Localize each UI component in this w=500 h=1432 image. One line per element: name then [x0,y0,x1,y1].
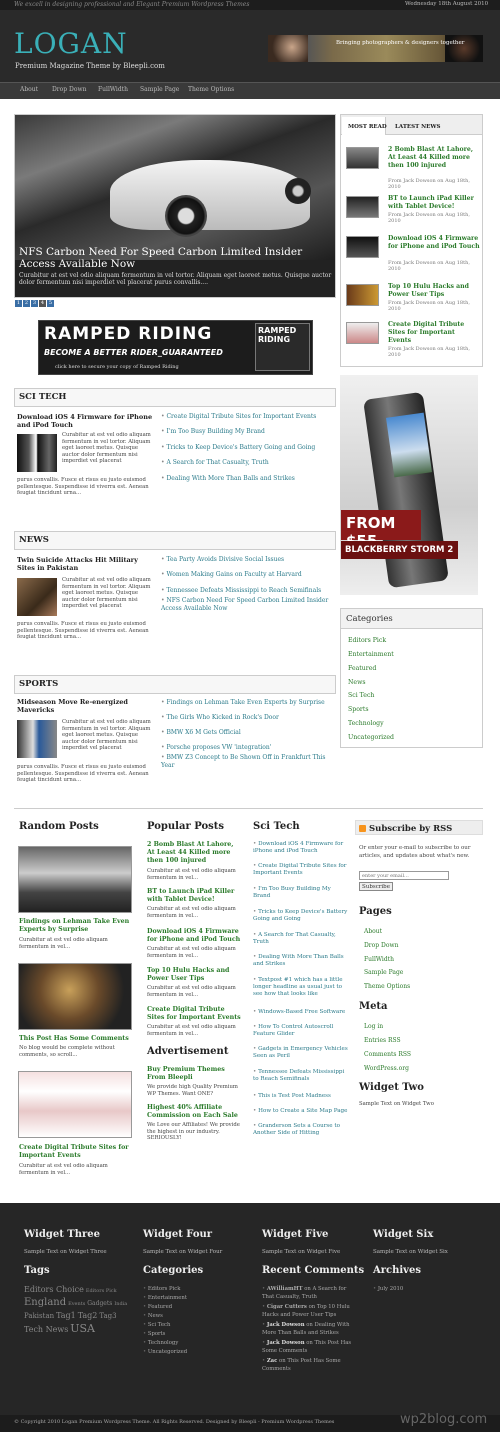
random-post-title[interactable]: Findings on Lehman Take Even Experts by Surprise [19,918,130,933]
category-link[interactable]: Uncategorized [348,734,395,741]
recent-comments-list [262,1285,357,1375]
categories-widget [340,608,483,748]
random-post-text: Curabitur at est vel odio aliquam fermentum in vel... [19,937,108,950]
nav-item-fullwidth[interactable]: FullWidth [98,86,128,93]
comment-on: on [306,1304,317,1310]
categories-title: Categories [346,614,393,624]
section-title: NEWS [19,535,49,545]
page-link[interactable]: FullWidth [364,956,394,963]
widget-three-text: Sample Text on Widget Three [24,1249,107,1255]
section-post-text: Curabitur at est vel odio aliquam fermentum in vel tortor. Aliquam eget laoreet metus. Quisque auctor dolor fermentum nisi imperdiet vel placerat [62,577,151,609]
footer-categories-list [143,1285,243,1357]
section-link[interactable]: • Women Making Gains on Faculty at Harvard [161,571,336,579]
date-text: Wednesday 18th August 2010 [405,1,489,7]
rss-title: Subscribe by RSS [369,824,453,834]
category-link[interactable]: Editors Pick [348,637,387,644]
tab-item-title[interactable]: 2 Bomb Blast At Lahore, At Least 44 Killed more then 100 injured [388,146,473,169]
ad-price: FROM [341,510,421,540]
tag-link[interactable]: Tag1 [56,1311,76,1320]
ad-slogan: BECOME A BETTER RIDER_GUARANTEED [44,348,223,357]
sci-tech-link[interactable]: • Tricks to Keep Device's Battery Going and Going [253,909,348,923]
archives-title: Archives [373,1265,421,1276]
section-link[interactable]: • Create Digital Tribute Sites for Important Events [161,413,336,421]
widget-six-title: Widget Six [373,1229,434,1240]
comment-post[interactable]: Dealing With More Than Balls and Strikes [262,1322,350,1336]
advertisement-title: Advertisement [147,1046,229,1057]
section-post-text-cont: purus convallis. Fusce et risus eu justo euismod pellentesque. Suspendisse id viverra est. Aenean feugiat tincidunt urna... [17,477,149,496]
sci-tech-link[interactable]: • Dealing With More Than Balls and Strikes [253,954,348,968]
section-post-image[interactable] [17,434,57,472]
random-post-text: No blog would be complete without comments, so scroll... [19,1045,115,1058]
section-link[interactable]: • Tricks to Keep Device's Battery Going and Going [161,444,336,452]
tag-link[interactable]: India [114,1301,128,1307]
meta-link[interactable]: WordPress.org [364,1065,409,1072]
ad-post-text: We Love our Affiliates! We provide the highest in our industry. SERIOUSLY! [147,1122,240,1141]
section-link[interactable]: • Findings on Lehman Take Even Experts by Surprise [161,699,336,707]
ad-box-title: RAMPED RIDING [258,326,297,344]
ad-post-text: We provide high Quality Premium WP Themes. Want ONE? [147,1084,238,1097]
category-link[interactable]: Sports [348,706,369,713]
comment-post[interactable]: This Post Has Some Comments [262,1358,341,1372]
popular-post-title[interactable]: BT to Launch iPad Killer with Tablet Device! [147,888,235,903]
sci-tech-link[interactable]: • A Search for That Casualty, Truth [253,932,348,946]
featured-excerpt: Curabitur at est vel odio aliquam fermentum in vel tortor. Aliquam eget laoreet metus. Quisque auctor dolor fermentum nisi imperdiet vel placerat purus convallis.... [19,272,332,286]
widget-six-text: Sample Text on Widget Six [373,1249,448,1255]
tag-link[interactable]: Tag3 [99,1312,117,1320]
slider-page-5[interactable]: 5 [48,300,53,306]
section-link[interactable]: • A Search for That Casualty, Truth [161,459,336,467]
section-post-title[interactable]: Download iOS 4 Firmware for iPhone and iPod Touch [17,413,153,429]
comment-author[interactable]: Zac [266,1358,278,1364]
tab-item-thumb[interactable] [346,196,379,218]
category-link[interactable]: News [348,679,366,686]
tab-item-title[interactable]: Create Digital Tribute Sites for Important Events [388,321,465,344]
comment-post[interactable]: This Post Has Some Comments [262,1340,352,1354]
tag-link[interactable]: Editors Pick [85,1288,117,1294]
footer-category-link[interactable]: • News [143,1312,243,1321]
widget-two-title: Widget Two [359,1082,424,1093]
sci-tech-link[interactable]: • This is Test Post Madness [253,1093,348,1100]
footer-category-link[interactable]: • Entertainment [143,1294,243,1303]
widget-three-title: Widget Three [24,1229,101,1240]
tag-link[interactable]: Editors Choice [24,1285,84,1294]
tab-item-thumb[interactable] [346,284,379,306]
tab-item-meta: From Jack Dowson on Aug 18th, 2010 [388,178,470,190]
comment-post[interactable]: A Search for That Casualty, Truth [262,1286,347,1300]
copyright-text: © Copyright 2010 Logan Premium Wordpress Theme. All Rights Reserved. Designed by Bleepli - Premium Wordpress Themes [14,1419,335,1425]
page-link[interactable]: Theme Options [364,983,411,990]
widget-two-text: Sample Text on Widget Two [359,1101,434,1107]
random-posts-title: Random Posts [19,821,99,832]
footer-category-link[interactable]: • Sports [143,1330,243,1339]
section-link[interactable]: • I'm Too Busy Building My Brand [161,428,336,436]
footer-category-link[interactable]: • Uncategorized [143,1348,243,1357]
section-post-image[interactable] [17,578,57,616]
car-wheel-rear [285,178,311,204]
section-link[interactable]: • Dealing With More Than Balls and Strikes [161,475,336,483]
subscribe-button[interactable]: Subscribe [359,882,393,891]
nav-item-drop-down[interactable]: Drop Down [52,86,87,93]
section-post-text: Curabitur at est vel odio aliquam fermentum in vel tortor. Aliquam eget laoreet metus. Quisque auctor dolor fermentum nisi imperdiet vel placerat [62,719,151,751]
site-subtitle: Premium Magazine Theme by Bleepli.com [15,62,165,70]
sci-tech-link[interactable]: • Tennessee Defeats Mississippi to Reach Semifinals [253,1069,348,1083]
footer-category-link[interactable]: • Editors Pick [143,1285,243,1294]
tag-link[interactable]: Tag2 [77,1311,98,1320]
slider-page-1[interactable]: 1 [16,300,21,306]
recent-comment [262,1321,357,1337]
banner-photo-left [268,35,308,62]
popular-post-text: Curabitur at est vel odio aliquam fermentum in vel... [147,906,236,919]
site-logo[interactable]: LOGAN [14,27,128,60]
ad-post-title[interactable]: Highest 40% Affiliate Commission on Each Sale [147,1104,238,1119]
comment-on: on [277,1358,288,1364]
sci-tech-link[interactable]: • Gadgets in Emergency Vehicles Seen as Peril [253,1046,348,1060]
section-title: SPORTS [19,679,59,689]
section-link[interactable]: • The Girls Who Kicked in Rock's Door [161,714,336,722]
comment-on: on [304,1340,315,1346]
section-link[interactable]: • BMW X6 M Gets Official [161,729,336,737]
meta-link[interactable]: Comments RSS [364,1051,412,1058]
section-post-text-cont: purus convallis. Fusce et risus eu justo euismod pellentesque. Suspendisse id viverra est. Aenean feugiat tincidunt urna... [17,764,149,783]
recent-comment [262,1339,357,1355]
page-link[interactable]: About [364,928,383,935]
popular-post-text: Curabitur at est vel odio aliquam fermentum in vel... [147,868,236,881]
meta-link[interactable]: Entries RSS [364,1037,401,1044]
comment-post[interactable]: Top 10 Hulu Hacks and Power User Tips [262,1304,350,1318]
random-post-image[interactable] [18,1071,132,1138]
tag-link[interactable]: USA [70,1322,95,1335]
sci-tech-title: Sci Tech [253,821,300,832]
random-post-image[interactable] [18,963,132,1030]
comment-on: on [304,1322,315,1328]
category-link[interactable]: Technology [348,720,384,727]
sci-tech-link[interactable]: • How To Control Autoscroll Feature Glider [253,1024,348,1038]
recent-comment [262,1285,357,1301]
ad-product-name: BLACKBERRY STORM 2 [341,541,458,559]
tag-link[interactable]: Events [68,1301,86,1307]
popular-post-title[interactable]: Top 10 Hulu Hacks and Power User Tips [147,967,230,982]
comment-author[interactable]: Jack Dowson [266,1340,305,1346]
tab-item-title[interactable]: BT to Launch iPad Killer with Tablet Device! [388,195,474,210]
tab-most-read[interactable]: MOST READ [348,124,387,130]
email-input[interactable] [359,871,449,880]
tab-item-meta: From Jack Dowson on Aug 18th, 2010 [388,260,470,272]
tag-link[interactable]: Tech News [24,1325,69,1334]
tag-cloud [24,1284,134,1337]
section-link[interactable]: • Tennessee Defeats Mississippi to Reach Semifinals [161,587,336,595]
tab-latest-news[interactable]: LATEST NEWS [395,124,441,130]
sci-tech-link[interactable]: • How to Create a Site Map Page [253,1108,348,1115]
popular-post-text: Curabitur at est vel odio aliquam fermentum in vel... [147,946,236,959]
section-link[interactable]: • Tea Party Avoids Divisive Social Issues [161,556,336,564]
meta-link[interactable]: Log in [364,1023,384,1030]
widget-four-text: Sample Text on Widget Four [143,1249,223,1255]
recent-comment [262,1303,357,1319]
section-post-text-cont: purus convallis. Fusce et risus eu justo euismod pellentesque. Suspendisse id viverra est. Aenean feugiat tincidunt urna... [17,621,149,640]
tab-item-meta: From Jack Dowson on Aug 18th, 2010 [388,212,470,224]
nav-item-sample-page[interactable]: Sample Page [140,86,180,93]
rss-text: Or enter your e-mail to subscribe to our articles, and updates about what's new. [359,845,471,859]
ad-post-title[interactable]: Buy Premium Themes From Bleepli [147,1066,225,1081]
tab-item-meta: From Jack Dowson on Aug 18th, 2010 [388,346,470,358]
section-link[interactable]: • NFS Carbon Need For Speed Carbon Limited Insider Access Available Now [161,597,336,612]
comment-author[interactable]: Jack Dowson [266,1322,305,1328]
popular-post-title[interactable]: 2 Bomb Blast At Lahore, At Least 44 Killed more then 100 injured [147,841,234,864]
tab-item-thumb[interactable] [346,322,379,344]
tab-item-thumb[interactable] [346,147,379,169]
nav-item-theme-options[interactable]: Theme Options [188,86,235,93]
sci-tech-link[interactable]: • Create Digital Tribute Sites for Important Events [253,863,348,877]
banner-text: Bringing photographers & designers together [336,40,465,46]
popular-post-text: Curabitur at est vel odio aliquam fermentum in vel... [147,1024,236,1037]
footer-category-link[interactable]: • Sci Tech [143,1321,243,1330]
tab-item-title[interactable]: Download iOS 4 Firmware for iPhone and iPod Touch [388,235,480,250]
tag-link[interactable]: Pakistan [24,1312,55,1320]
random-post-title[interactable]: This Post Has Some Comments [19,1035,129,1042]
popular-post-title[interactable]: Create Digital Tribute Sites for Important Events [147,1006,241,1021]
slider-page-3[interactable]: 3 [32,300,37,306]
featured-title[interactable]: NFS Carbon Need For Speed Carbon Limited Insider Access Available Now [19,246,303,270]
tag-link[interactable]: Gadgets [87,1300,113,1307]
sci-tech-link[interactable]: • Download iOS 4 Firmware for iPhone and iPod Touch [253,841,348,855]
sci-tech-link[interactable]: • I'm Too Busy Building My Brand [253,886,348,900]
recent-comment [262,1357,357,1373]
slider-page-4[interactable]: 4 [40,300,45,306]
footer-category-link[interactable]: • Technology [143,1339,243,1348]
section-post-text: Curabitur at est vel odio aliquam fermentum in vel tortor. Aliquam eget laoreet metus. Quisque auctor dolor fermentum nisi imperdiet vel placerat [62,432,151,464]
section-header [14,531,336,550]
section-post-title[interactable]: Midseason Move Re-energized Mavericks [17,698,128,714]
car-image [110,160,310,230]
meta-title: Meta [359,1001,388,1012]
pages-title: Pages [359,906,392,917]
popular-post-title[interactable]: Download iOS 4 Firmware for iPhone and iPod Touch [147,928,241,943]
random-post-text: Curabitur at est vel odio aliquam fermentum in vel... [19,1163,108,1176]
tab-item-meta: From Jack Dowson on Aug 18th, 2010 [388,300,470,312]
random-post-title[interactable]: Create Digital Tribute Sites for Important Events [19,1144,129,1159]
tab-item-title[interactable]: Top 10 Hulu Hacks and Power User Tips [388,283,469,298]
tab-item-thumb[interactable] [346,236,379,258]
ad-title: RAMPED RIDING [44,324,213,344]
tag-link[interactable]: England [24,1297,67,1308]
widget-five-title: Widget Five [262,1229,329,1240]
ad-cta[interactable]: click here to secure your copy of Ramped Riding [55,364,179,370]
widget-four-title: Widget Four [143,1229,213,1240]
tags-title: Tags [24,1265,50,1276]
sci-tech-link[interactable]: • Granderson Sets a Course to Another Side of Hitting [253,1123,348,1137]
nav-item-about[interactable]: About [20,86,39,93]
archive-link[interactable]: • July 2010 [373,1285,403,1294]
comment-author[interactable]: AWilliamHT [266,1286,303,1292]
section-post-title[interactable]: Twin Suicide Attacks Hit Military Sites in Pakistan [17,556,138,572]
category-link[interactable]: Sci Tech [348,692,375,699]
widget-five-text: Sample Text on Widget Five [262,1249,341,1255]
page-link[interactable]: Sample Page [364,969,404,976]
sci-tech-link[interactable]: • Textpost #1 which has a little longer headline as usual just to see how that looks like [253,977,348,998]
rss-icon[interactable] [359,825,366,832]
comment-on: on [302,1286,313,1292]
top-tagline: We excell in designing professional and Elegant Premium Wordpress Themes [14,1,250,8]
section-post-image[interactable] [17,720,57,758]
popular-post-text: Curabitur at est vel odio aliquam fermentum in vel... [147,985,236,998]
recent-comments-title: Recent Comments [262,1265,365,1276]
category-link[interactable]: Entertainment [348,651,394,658]
divider [14,808,483,809]
popular-posts-title: Popular Posts [147,821,225,832]
section-link[interactable]: • Porsche proposes VW 'integration' [161,744,336,752]
section-link[interactable]: • BMW Z3 Concept to Be Shown Off in Frankfurt This Year [161,754,336,769]
sci-tech-link[interactable]: • Windows-Based Free Software [253,1009,348,1016]
random-post-image[interactable] [18,846,132,913]
footer-categories-title: Categories [143,1265,204,1276]
page-link[interactable]: Drop Down [364,942,399,949]
watermark: wp2blog.com [400,1412,488,1427]
category-link[interactable]: Featured [348,665,377,672]
section-title: SCI TECH [19,392,67,402]
comment-author[interactable]: Cigar Cutters [266,1304,307,1310]
car-wheel [165,195,207,237]
slider-page-2[interactable]: 2 [24,300,29,306]
phone-screen [386,413,432,478]
footer-category-link[interactable]: • Featured [143,1303,243,1312]
section-header [14,675,336,694]
